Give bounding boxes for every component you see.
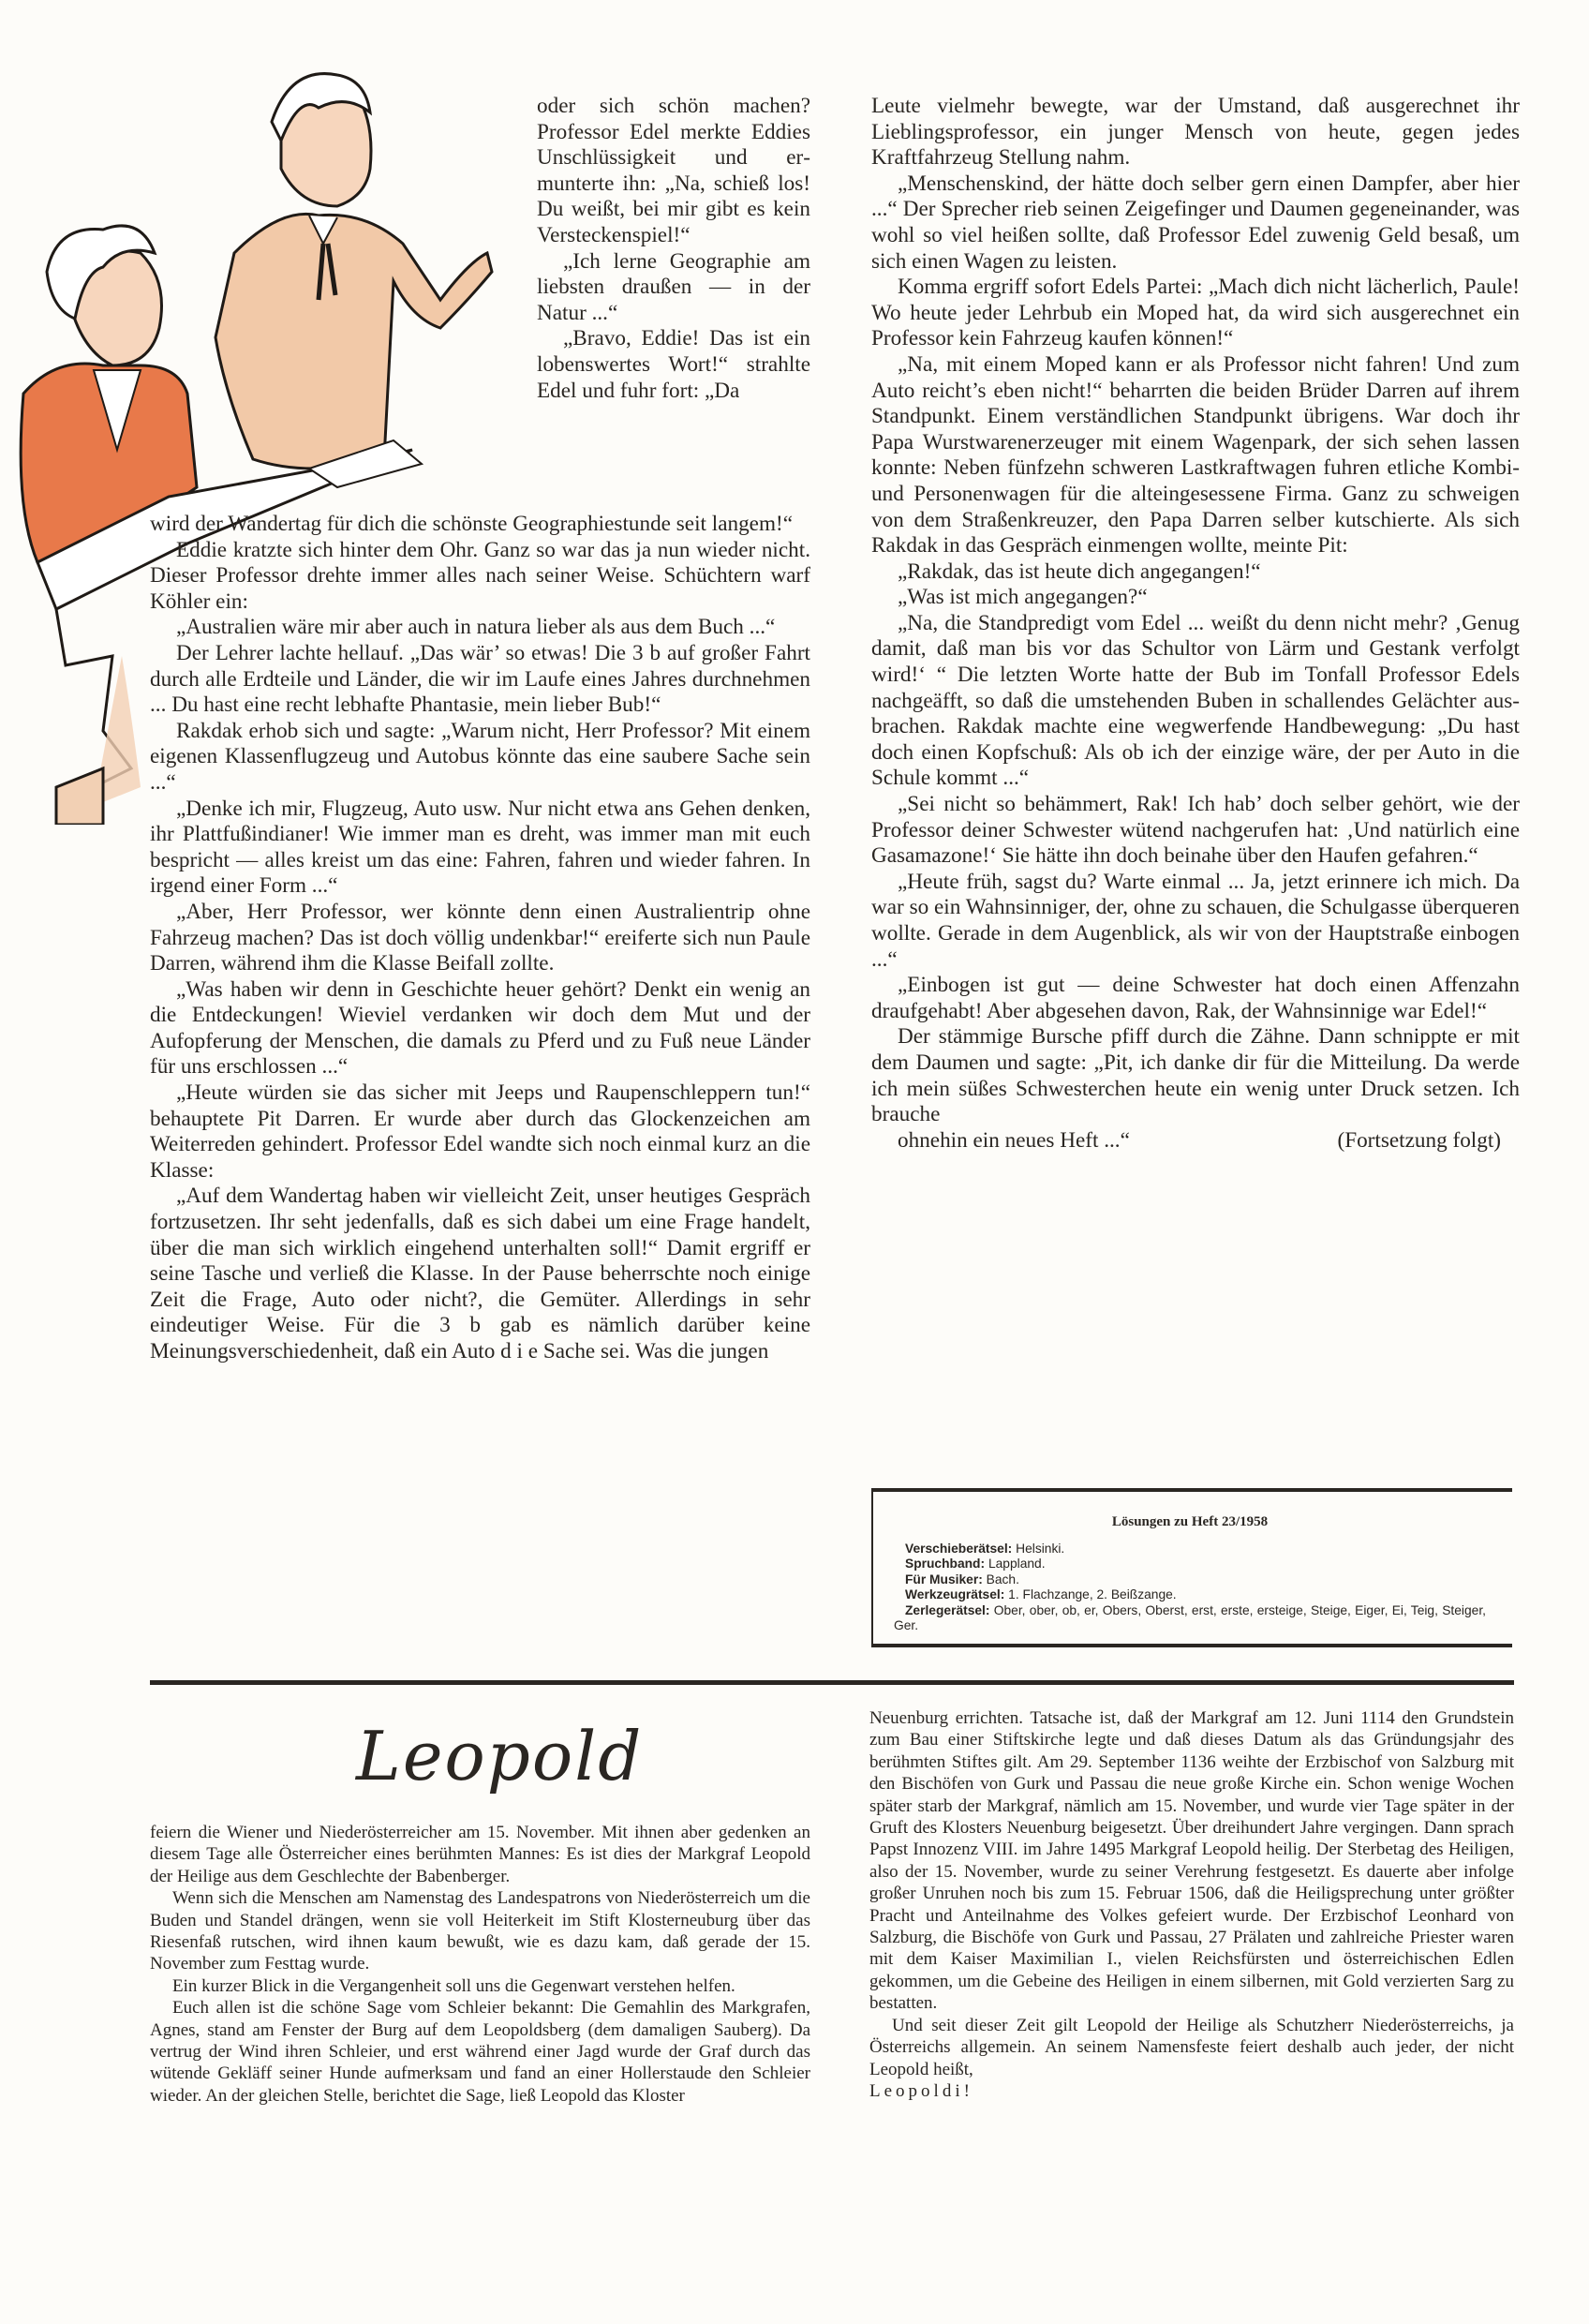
continuation-note: (Fortsetzung folgt) <box>1337 1127 1501 1153</box>
solution-value: Helsinki. <box>1016 1541 1065 1556</box>
section-divider <box>150 1680 1514 1685</box>
puzzle-solutions-box <box>871 1488 1512 1647</box>
solution-value: Ober, ober, ob, er, Obers, Oberst, erst, erste, ersteige, Steige, Eiger, Ei, Teig, Steiger, Ger. <box>894 1602 1486 1632</box>
story-last-line-text: ohnehin ein neues Heft ...“ <box>898 1127 1130 1153</box>
article-paragraph: feiern die Wiener und Niederösterreicher am 15. November. Mit ihnen aber gedenken an diesem Tage alle Österreicher eines berühmten Mannes: Es ist dies der Markgraf Leopold der Heilige aus dem Geschlechte der Babenberger. <box>150 1823 810 1886</box>
story-paragraph: „Einbogen ist gut — deine Schwester hat doch einen Affenzahn draufgehabt! Aber abgesehen davon, Rak, der Wahnsinnige war Edel!“ <box>871 973 1520 1023</box>
solution-item <box>894 1557 1486 1572</box>
story-column-right <box>871 94 1520 1154</box>
story-paragraph: „Menschenskind, der hätte doch selber gern einen Dampfer, aber hier ...“ Der Sprecher rieb seinen Zeigefinger und Daumen gegeneinander, was wohl so viel heißen sollte, daß Professor Edel zuwenig Geld besaß, um sich einen Wagen zu leisten. <box>871 171 1520 274</box>
solution-label: Spruchband: <box>905 1557 986 1571</box>
solution-label: Verschieberätsel: <box>905 1541 1013 1556</box>
article-paragraph: Neuenburg errichten. Tatsache ist, daß der Markgraf am 12. Juni 1114 den Grundstein zum Bau einer Stiftskirche legte und daß dieses Datum als das Gründungsjahr des berühmten Stiftes gilt. Am 29. September 1136 weihte der Erzbischof von Salzburg mit den Bischöfen von Gurk und Passau die neue große Kirche ein. Schon wenige Wochen später starb der Markgraf, nämlich am 15. November, und wurde vier Tage später in der Gruft des Klosters Neuenburg beigesetzt. Über dreihundert Jahre vergingen. Dann sprach Papst Innozenz VIII. im Jahre 1495 Markgraf Leopold heilig. Der Sterbetag des Heiligen, also der 15. November, wurde zu seiner Verehrung festgesetzt. Es dauerte aber infolge großer Unruhen noch bis zum 15. Februar 1506, daß die Heiligsprechung unter größter Pracht und Anteilnahme des Volkes gefeiert wurde. Der Erzbischof Leonhard von Salzburg, die Bischöfe von Gurk und Passau, 27 Prälaten und zahlreiche Priester waren mit dem Kaiser Maximilian I., vielen Reichsfürsten und österreichischen Edlen gekommen, um die Gebeine des Heiligen in einem silbernen, mit Gold verzierten Sarg zu bestatten. <box>869 1708 1514 2014</box>
story-paragraph: Eddie kratzte sich hinter dem Ohr. Ganz so war das ja nun wieder nicht. Dieser Professor drehte immer alles nach seiner Weise. Schüchtern warf Köhler ein: <box>150 537 810 614</box>
story-paragraph: oder sich schön machen? Professor Edel merkte Eddies Unschlüssigkeit und ermunterte ihn: „Na, schieß los! Du weißt, bei mir gibt es kein Versteckenspiel!“ <box>537 94 810 247</box>
solution-label: Zerlegerätsel: <box>905 1602 990 1617</box>
illustration-standing-boy <box>215 74 492 469</box>
solution-label: Für Musiker: <box>905 1572 983 1587</box>
story-paragraph: „Sei nicht so behämmert, Rak! Ich hab’ doch selber gehört, wie der Professor deiner Schwester wütend nachgerufen hat: ‚Und natürlich eine Gasamazone!‘ Sie hätte ihn doch beinahe über den Haufen gefahren.“ <box>871 792 1520 869</box>
story-paragraph: „Australien wäre mir aber auch in natura lieber als aus dem Buch ...“ <box>176 615 776 640</box>
article-column-left <box>150 1822 810 2107</box>
story-paragraph: „Ich lerne Geographie am liebsten draußen — in der Natur ...“ <box>537 248 810 325</box>
story-paragraph: Der Lehrer lachte hellauf. „Das wär’ so etwas! Die 3 b auf großer Fahrt durch alle Erdteile und Länder, die wir im Laufe eines Jahres durchnehmen ... Du hast eine recht lebhafte Phantasie, mein lieber Bub!“ <box>150 640 810 718</box>
solution-value: 1. Flachzange, 2. Beißzange. <box>1008 1587 1177 1601</box>
solution-label: Werkzeugrätsel: <box>905 1587 1005 1601</box>
article-closing-word: Leopoldi! <box>869 2080 973 2101</box>
solution-value: Bach. <box>986 1572 1019 1587</box>
solution-value: Lappland. <box>988 1557 1046 1571</box>
story-paragraph: „Aber, Herr Professor, wer könnte denn einen Australientrip ohne Fahrzeug machen? Das ist doch völlig undenkbar!“ ereiferte sich nun Paule Darren, während ihm die Klasse Beifall zollte. <box>150 899 810 976</box>
article-title: Leopold <box>356 1717 644 1795</box>
story-paragraph: „Na, die Standpredigt vom Edel ... weißt du denn nicht mehr? ‚Genug damit, daß man bis vor das Schultor von Lärm und Gestank verfolgt wird!‘ “ Die letzten Worte hatte der Bub im Tonfall Professor Edels nachgeäfft, so daß die umstehenden Buben in schallendes Gelächter ausbrachen. Rakdak machte eine wegwerfende Handbewegung: „Du hast doch einen Kopfschuß: Als ob ich der einzige wäre, der per Auto in die Schule kommt ...“ <box>871 610 1520 791</box>
story-paragraph: „Was haben wir denn in Geschichte heuer gehört? Denkt ein wenig an die Entdeckungen! Wieviel verdanken wir doch dem Mut und der Aufopferung der Menschen, die damals zu Pferd und zu Fuß neue Länder für uns erschlossen ...“ <box>150 976 810 1080</box>
article-paragraph: Wenn sich die Menschen am Namenstag des Landespatrons von Niederösterreich um die Buden und Standel drängen, wenn sie voll Heiterkeit im Stift Klosterneuburg über das Riesenfaß rutschen, wird ihnen kaum bewußt, wie es dazu kam, daß gerade der 15. November zum Festtag wurde. <box>150 1888 810 1974</box>
story-paragraph: „Auf dem Wandertag haben wir vielleicht Zeit, unser heutiges Gespräch fortzusetzen. Ihr seht jedenfalls, daß es sich dabei um eine Frage handelt, über die man sich wirklich eingehend unterhalten soll!“ Damit ergriff er seine Tasche und verließ die Klasse. In der Pause beherrschte noch einige Zeit die Frage, Auto oder nicht?, die Gemüter. Allerdings in sehr eindeutiger Weise. Für die 3 b gab es nämlich darüber keine Meinungsverschiedenheit, daß ein Auto d i e Sache sei. Was die jungen <box>150 1184 810 1363</box>
solutions-title: Lösungen zu Heft 23/1958 <box>1111 1514 1269 1529</box>
story-paragraph: „Rakdak, das ist heute dich angegangen!“ <box>898 559 1261 584</box>
story-paragraph: Rakdak erhob sich und sagte: „Warum nicht, Herr Professor? Mit einem eigenen Klassenflugzeug und Autobus könnte das eine saubere Sache sein ...“ <box>150 718 810 795</box>
story-paragraph: „Na, mit einem Moped kann er als Professor nicht fahren! Und zum Auto reicht’s eben nicht!“ beharrten die beiden Brüder Darren auf ihrem Standpunkt. Einem verständlichen Standpunkt übrigens. War doch ihr Papa Wurstwarenerzeuger mit einem Wagenpark, der sich sehen lassen konnte: Neben fünfzehn schweren Lastkraftwagen fuhren etliche Kombi- und Personenwagen für die alteingesessene Firma. Ganz zu schweigen von dem Straßenkreuzer, den Papa Darren selber kutschierte. Als sich Rakdak in das Gespräch einmengen wollte, meinte Pit: <box>871 351 1520 559</box>
solution-item <box>894 1542 1486 1557</box>
story-paragraph: „Was ist mich angegangen?“ <box>898 585 1148 610</box>
solution-item <box>894 1587 1486 1603</box>
article-column-right <box>869 1707 1514 2102</box>
story-paragraph: wird der Wandertag für dich die schönste Geographiestunde seit langem!“ <box>150 512 794 536</box>
story-paragraph: Leute vielmehr bewegte, war der Umstand, daß ausgerechnet ihr Lieblingsprofessor, ein junger Mensch von heute, gegen jedes Kraftfahrzeug Stellung nahm. <box>871 94 1520 171</box>
story-paragraph: „Denke ich mir, Flugzeug, Auto usw. Nur nicht etwa ans Gehen denken, ihr Plattfußindianer! Wie immer man es dreht, was immer man mit euch bespricht — alles kreist um das eine: Fahren, fahren und wieder fahren. In irgend einer Form ...“ <box>150 796 810 899</box>
story-last-line <box>871 1128 1520 1155</box>
solution-item <box>894 1572 1486 1588</box>
story-column-left-top <box>537 94 810 404</box>
story-paragraph: „Heute würden sie das sicher mit Jeeps und Raupenschleppern tun!“ behauptete Pit Darren. Er wurde aber durch das Glockenzeichen am Weiterreden gehindert. Professor Edel wandte sich noch einmal kurz an die Klasse: <box>150 1080 810 1183</box>
story-paragraph: „Bravo, Eddie! Das ist ein lobenswertes Wort!“ strahlte Edel und fuhr fort: „Da <box>537 326 810 403</box>
story-column-left <box>150 512 810 1365</box>
article-paragraph: Ein kurzer Blick in die Vergangenheit soll uns die Gegenwart verstehen helfen. <box>172 1975 735 1996</box>
story-paragraph: Der stämmige Bursche pfiff durch die Zähne. Dann schnippte er mit dem Daumen und sagte: „Pit, ich danke dir für die Mitteilung. Da werde ich mein süßes Schwesterchen heute ein wenig unter Druck setzen. Ich brauche <box>871 1024 1520 1127</box>
story-paragraph: „Heute früh, sagst du? Warte einmal ... Ja, jetzt erinnere ich mich. Da war so ein Wahnsinniger, der, ohne zu schauen, die Schulgasse überqueren wollte. Gerade in dem Augenblick, als wir von der Hauptstraße einbogen ...“ <box>871 869 1520 972</box>
solution-item <box>894 1603 1486 1634</box>
article-paragraph: Und seit dieser Zeit gilt Leopold der Heilige als Schutzherr Niederösterreichs, ja Österreichs allgemein. An seinem Namensfeste feiert deshalb auch jeder, der nicht Leopold heißt, <box>869 2015 1514 2079</box>
article-paragraph: Euch allen ist die schöne Sage vom Schleier bekannt: Die Gemahlin des Markgrafen, Agnes, stand am Fenster der Burg auf dem Leopoldsberg (dem damaligen Sauberg). Da vertrug der Wind ihren Schleier, und erst während einer Jagd wurde der Graf durch das wütende Gekläff seiner Hunde aufmerksam und fand an einer Hollerstaude den Schleier wieder. An der gleichen Stelle, berichtet die Sage, ließ Leopold das Kloster <box>150 1998 810 2106</box>
story-paragraph: Komma ergriff sofort Edels Partei: „Mach dich nicht lächerlich, Paule! Wo heute jeder Lehrbub ein Moped hat, da wird sich ausgerechnet ein Professor kein Fahrzeug kaufen können!“ <box>871 275 1520 351</box>
